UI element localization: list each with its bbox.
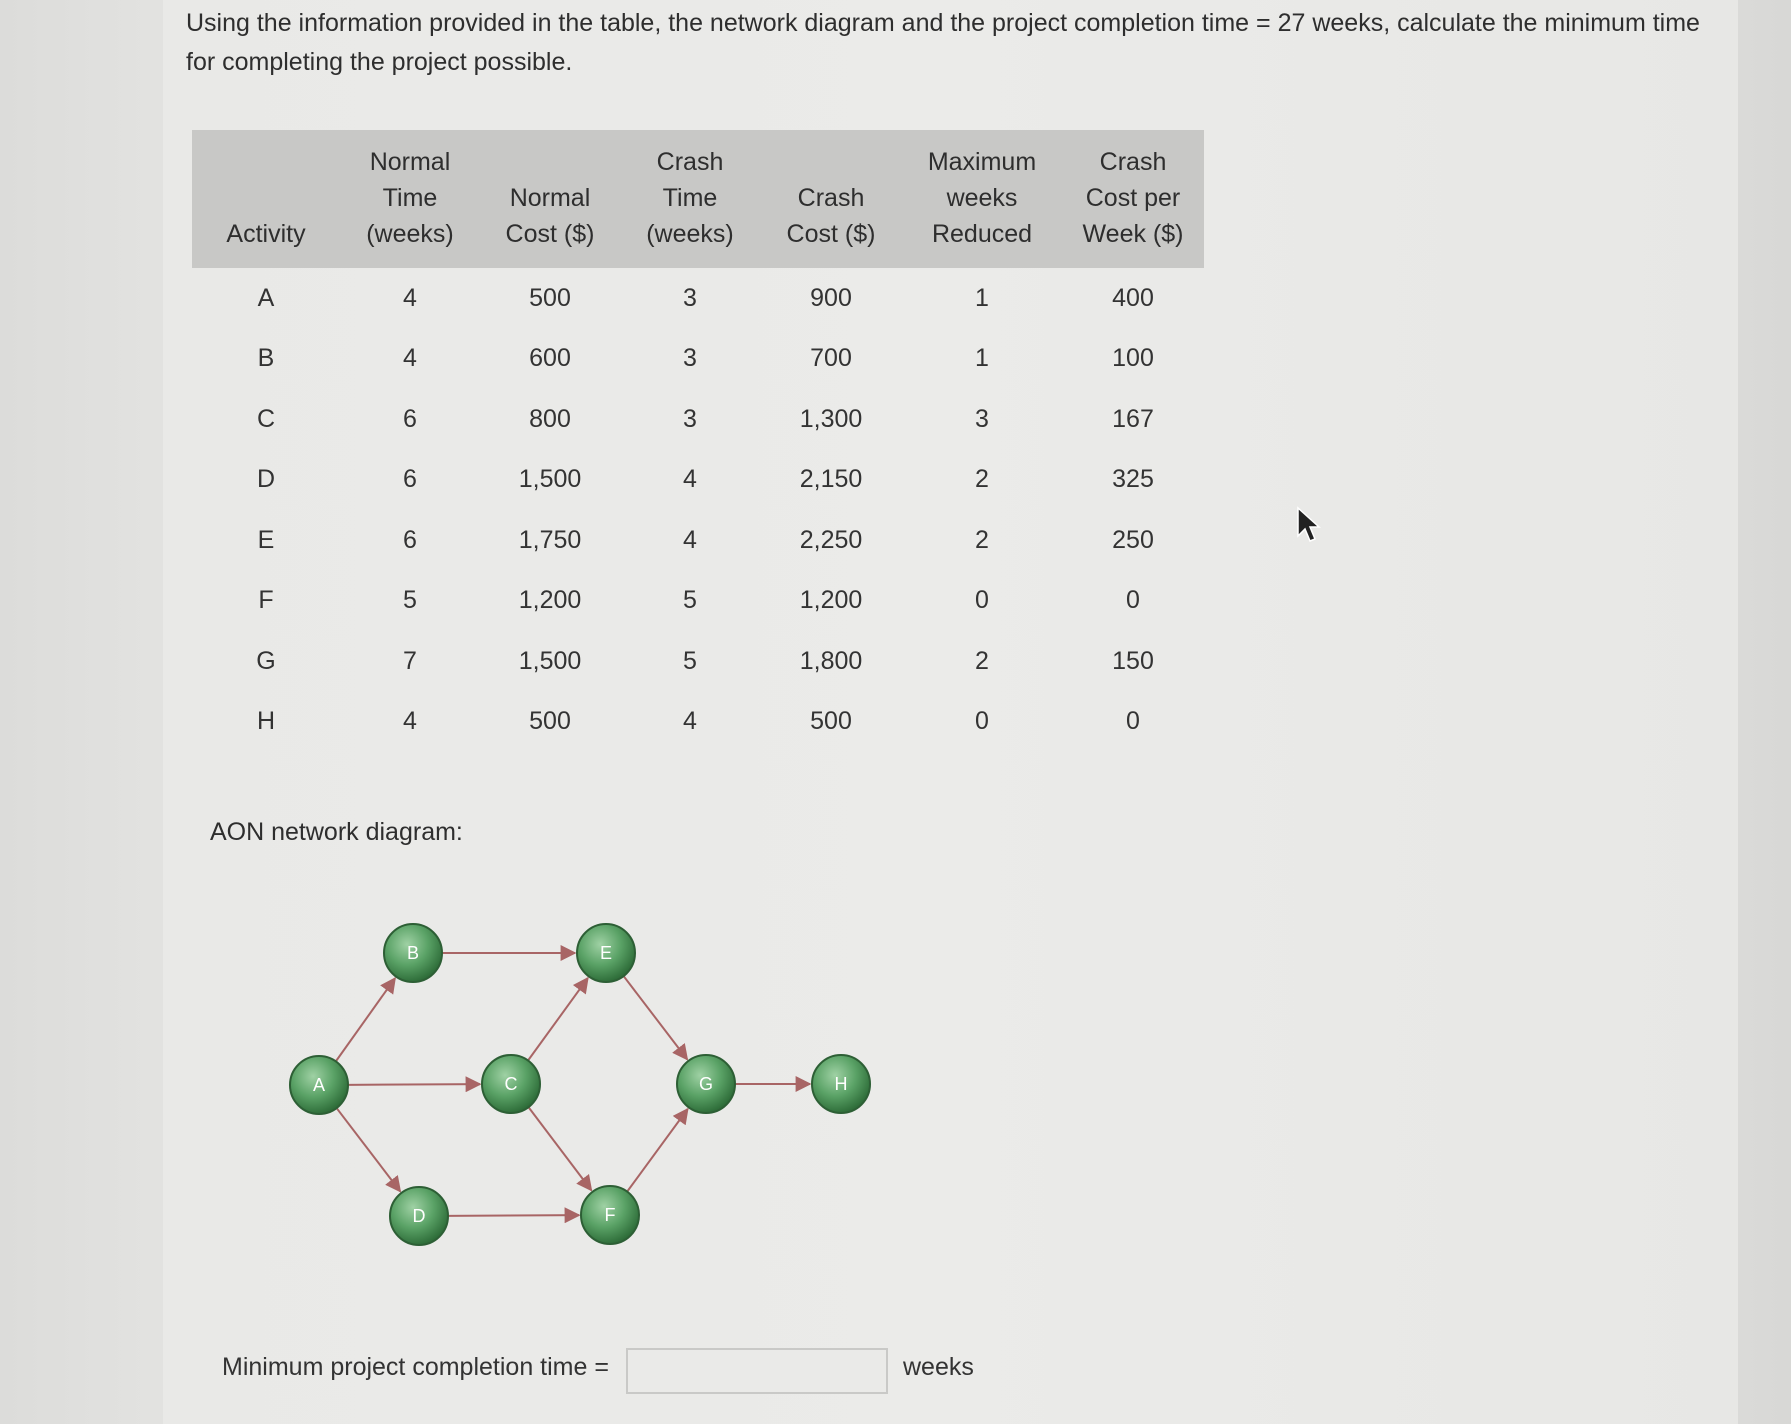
node-e — [577, 924, 635, 982]
table-cell: 1,200 — [518, 586, 582, 615]
table-cell: 1,200 — [799, 586, 863, 615]
activity-cell: B — [257, 344, 275, 373]
table-cell: 2,250 — [799, 525, 863, 554]
activity-cell: F — [258, 586, 274, 615]
column-header-line: Week ($) — [1082, 220, 1184, 248]
edge-c-e — [528, 978, 588, 1060]
table-cell: 250 — [1112, 525, 1154, 554]
column-header-line: (weeks) — [646, 220, 734, 248]
node-label: A — [312, 1075, 326, 1095]
table-cell: 3 — [683, 344, 697, 373]
table-cell: 5 — [403, 586, 417, 615]
table-cell: 1 — [975, 283, 989, 312]
table-cell: 2 — [975, 525, 989, 554]
table-cell: 2 — [975, 646, 989, 675]
column-header-line: Crash — [656, 148, 724, 176]
table-cell: 4 — [403, 344, 417, 373]
column-header-line: Time — [662, 184, 718, 212]
table-cell: 4 — [403, 707, 417, 736]
activity-cell: E — [257, 525, 275, 554]
column-header-line: Crash — [1099, 148, 1167, 176]
node-d — [390, 1187, 448, 1245]
column-header-line: Crash — [797, 184, 865, 212]
edge-e-g — [624, 976, 688, 1059]
table-cell: 4 — [683, 707, 697, 736]
table-cell: 700 — [810, 344, 852, 373]
answer-unit: weeks — [903, 1353, 974, 1381]
node-f — [581, 1186, 639, 1244]
mouse-cursor-icon — [1296, 506, 1322, 546]
column-header-line: Maximum — [927, 148, 1037, 176]
column-header-line: (weeks) — [366, 220, 454, 248]
column-header-line: Time — [382, 184, 438, 212]
node-c — [482, 1055, 540, 1113]
edge-a-b — [336, 978, 395, 1061]
table-cell: 1,750 — [518, 525, 582, 554]
table-cell: 2 — [975, 465, 989, 494]
column-header-line: Activity — [226, 220, 306, 248]
column-header-line: Cost per — [1085, 184, 1181, 212]
table-cell: 6 — [403, 525, 417, 554]
node-g — [677, 1055, 735, 1113]
activity-cell: A — [257, 283, 275, 312]
edge-c-f — [528, 1107, 591, 1190]
node-a — [290, 1056, 348, 1114]
edge-a-c — [348, 1084, 480, 1085]
column-header-line: Reduced — [931, 220, 1033, 248]
answer-label: Minimum project completion time = — [222, 1353, 609, 1381]
table-cell: 4 — [683, 465, 697, 494]
table-cell: 500 — [529, 283, 571, 312]
column-header-line: Normal — [509, 184, 591, 212]
table-cell: 0 — [975, 586, 989, 615]
minimum-completion-time-input[interactable] — [626, 1348, 888, 1394]
table-cell: 167 — [1112, 404, 1154, 433]
node-label: F — [604, 1205, 616, 1225]
table-cell: 3 — [683, 283, 697, 312]
activity-cell: G — [256, 646, 276, 675]
table-cell: 325 — [1112, 465, 1154, 494]
table-cell: 5 — [683, 586, 697, 615]
table-cell: 1,500 — [518, 646, 582, 675]
node-label: G — [698, 1074, 714, 1094]
column-header-line: Normal — [369, 148, 451, 176]
node-label: C — [504, 1074, 518, 1094]
activity-cell: D — [256, 465, 276, 494]
table-cell: 4 — [403, 283, 417, 312]
aon-diagram-label: AON network diagram: — [210, 818, 463, 846]
table-cell: 600 — [529, 344, 571, 373]
node-label: H — [834, 1074, 848, 1094]
edge-f-g — [627, 1109, 688, 1192]
table-cell: 6 — [403, 465, 417, 494]
table-cell: 1,800 — [799, 646, 863, 675]
column-header-line: Cost ($) — [505, 220, 595, 248]
column-header-line: Cost ($) — [786, 220, 876, 248]
table-cell: 800 — [529, 404, 571, 433]
node-label: B — [406, 943, 420, 963]
node-label: D — [412, 1206, 426, 1226]
table-cell: 7 — [403, 646, 417, 675]
table-cell: 0 — [1126, 586, 1140, 615]
table-cell: 500 — [529, 707, 571, 736]
column-header-line: weeks — [946, 184, 1018, 212]
edge-a-d — [337, 1108, 401, 1191]
activity-cell: H — [256, 707, 276, 736]
activity-cell: C — [256, 404, 276, 433]
node-b — [384, 924, 442, 982]
table-cell: 0 — [975, 707, 989, 736]
table-cell: 150 — [1112, 646, 1154, 675]
table-cell: 1 — [975, 344, 989, 373]
question-text: Using the information provided in the table, the network diagram and the project completion time = 27 weeks, calculate the minimum time for completing the project possible. — [186, 9, 1700, 76]
table-cell: 4 — [683, 525, 697, 554]
node-h — [812, 1055, 870, 1113]
table-cell: 1,300 — [799, 404, 863, 433]
node-label: E — [599, 943, 613, 963]
table-cell: 3 — [975, 404, 989, 433]
table-cell: 3 — [683, 404, 697, 433]
table-cell: 500 — [810, 707, 852, 736]
table-cell: 5 — [683, 646, 697, 675]
edge-d-f — [448, 1215, 579, 1216]
table-cell: 1,500 — [518, 465, 582, 494]
table-cell: 100 — [1112, 344, 1154, 373]
table-cell: 6 — [403, 404, 417, 433]
table-cell: 900 — [810, 283, 852, 312]
table-cell: 0 — [1126, 707, 1140, 736]
table-cell: 400 — [1112, 283, 1154, 312]
table-cell: 2,150 — [799, 465, 863, 494]
